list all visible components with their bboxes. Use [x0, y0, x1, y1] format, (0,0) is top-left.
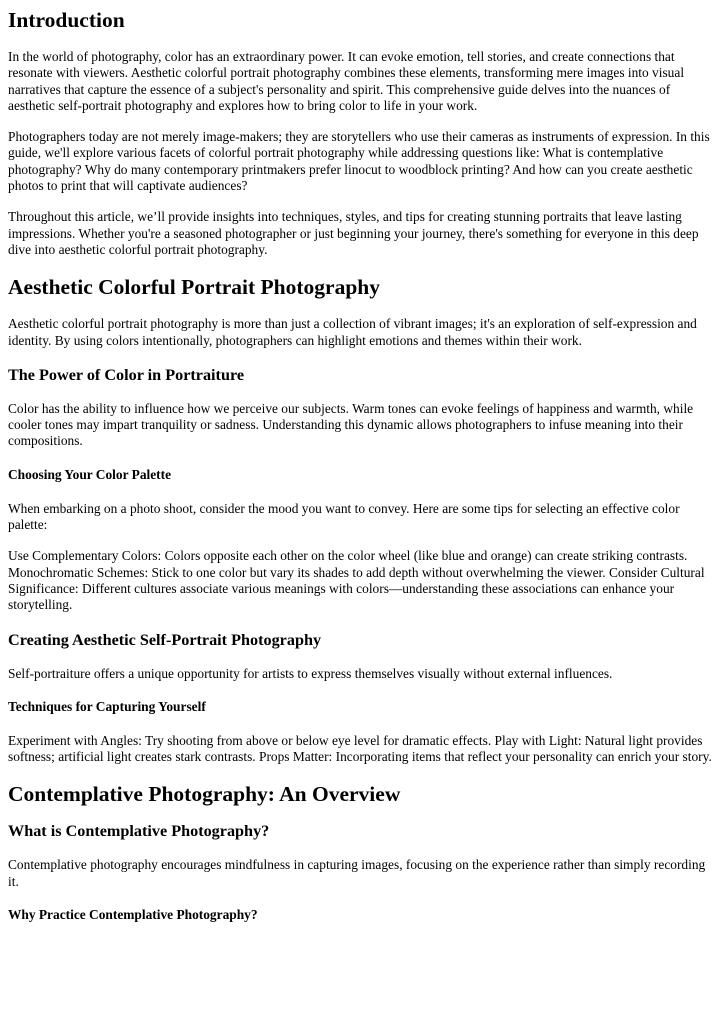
- intro-paragraph-1: In the world of photography, color has an extraordinary power. It can evoke emotion, tell stories, and create connections that resonate with viewers. Aesthetic colorful portrait photography combines these elements, transforming mere images into visual narratives that capture the essence of a subject's personality and spirit. This comprehensive guide delves into the nuances of aesthetic self-portrait photography and explores how to bring color to life in your work.: [8, 49, 685, 113]
- aesthetic-paragraph-1: Aesthetic colorful portrait photography is more than just a collection of vibrant images; it's an exploration of self-expression and identity. By using colors intentionally, photographers can highlight emotions and themes within their work.: [8, 316, 697, 348]
- subheading-what-is-contemplative: What is Contemplative Photography?: [8, 822, 270, 841]
- subheading-techniques: Techniques for Capturing Yourself: [8, 698, 206, 714]
- palette-paragraph-2: Use Complementary Colors: Colors opposite each other on the color wheel (like blue and orange) can create striking contrasts. Monochromatic Schemes: Stick to one color but vary its shades to add depth without overwhelming the viewer. Consider Cultural Significance: Different cultures associate various meanings with colors—understanding these associations can enhance your storytelling.: [8, 548, 705, 613]
- self-portrait-paragraph: Self-portraiture offers a unique opportunity for artists to express themselves visually without external influences.: [8, 665, 613, 681]
- section-heading-contemplative: Contemplative Photography: An Overview: [8, 782, 401, 807]
- palette-paragraph-1: When embarking on a photo shoot, consider the mood you want to convey. Here are some tips for selecting an effective color palette:: [8, 500, 680, 533]
- section-heading-introduction: Introduction: [8, 8, 125, 32]
- subheading-color-palette: Choosing Your Color Palette: [8, 466, 172, 482]
- intro-paragraph-3: Throughout this article, we’ll provide insights into techniques, styles, and tips for creating stunning portraits that leave lasting impressions. Whether you're a seasoned photographer or just beginning your journey, there's something for everyone in this deep dive into aesthetic colorful portrait photography.: [8, 209, 699, 257]
- intro-paragraph-2: Photographers today are not merely image-makers; they are storytellers who use their cameras as instruments of expression. In this guide, we'll explore various facets of colorful portrait photography while addressing questions like: What is contemplative photography? Why do many contemporary printmakers prefer linocut to woodblock printing? And how can you create aesthetic photos to print that will captivate audiences?: [8, 129, 710, 194]
- what-is-contemplative-paragraph: Contemplative photography encourages mindfulness in capturing images, focusing on the experience rather than simply recording it.: [8, 857, 706, 889]
- subheading-power-of-color: The Power of Color in Portraiture: [8, 365, 245, 384]
- techniques-paragraph: Experiment with Angles: Try shooting from above or below eye level for dramatic effects. Play with Light: Natural light provides softness; artificial light creates stark contrasts. Props Matter: Incorporating items that reflect your personality can enrich your story.: [8, 732, 712, 765]
- power-of-color-paragraph: Color has the ability to influence how we perceive our subjects. Warm tones can evoke feelings of happiness and warmth, while cooler tones may impart tranquility or sadness. Understanding this dynamic allows photographers to infuse meaning into their compositions.: [8, 400, 694, 449]
- subheading-why-practice: Why Practice Contemplative Photography?: [8, 907, 258, 923]
- subheading-self-portrait: Creating Aesthetic Self-Portrait Photography: [8, 630, 322, 649]
- section-heading-aesthetic-colorful-portrait: Aesthetic Colorful Portrait Photography: [8, 275, 380, 300]
